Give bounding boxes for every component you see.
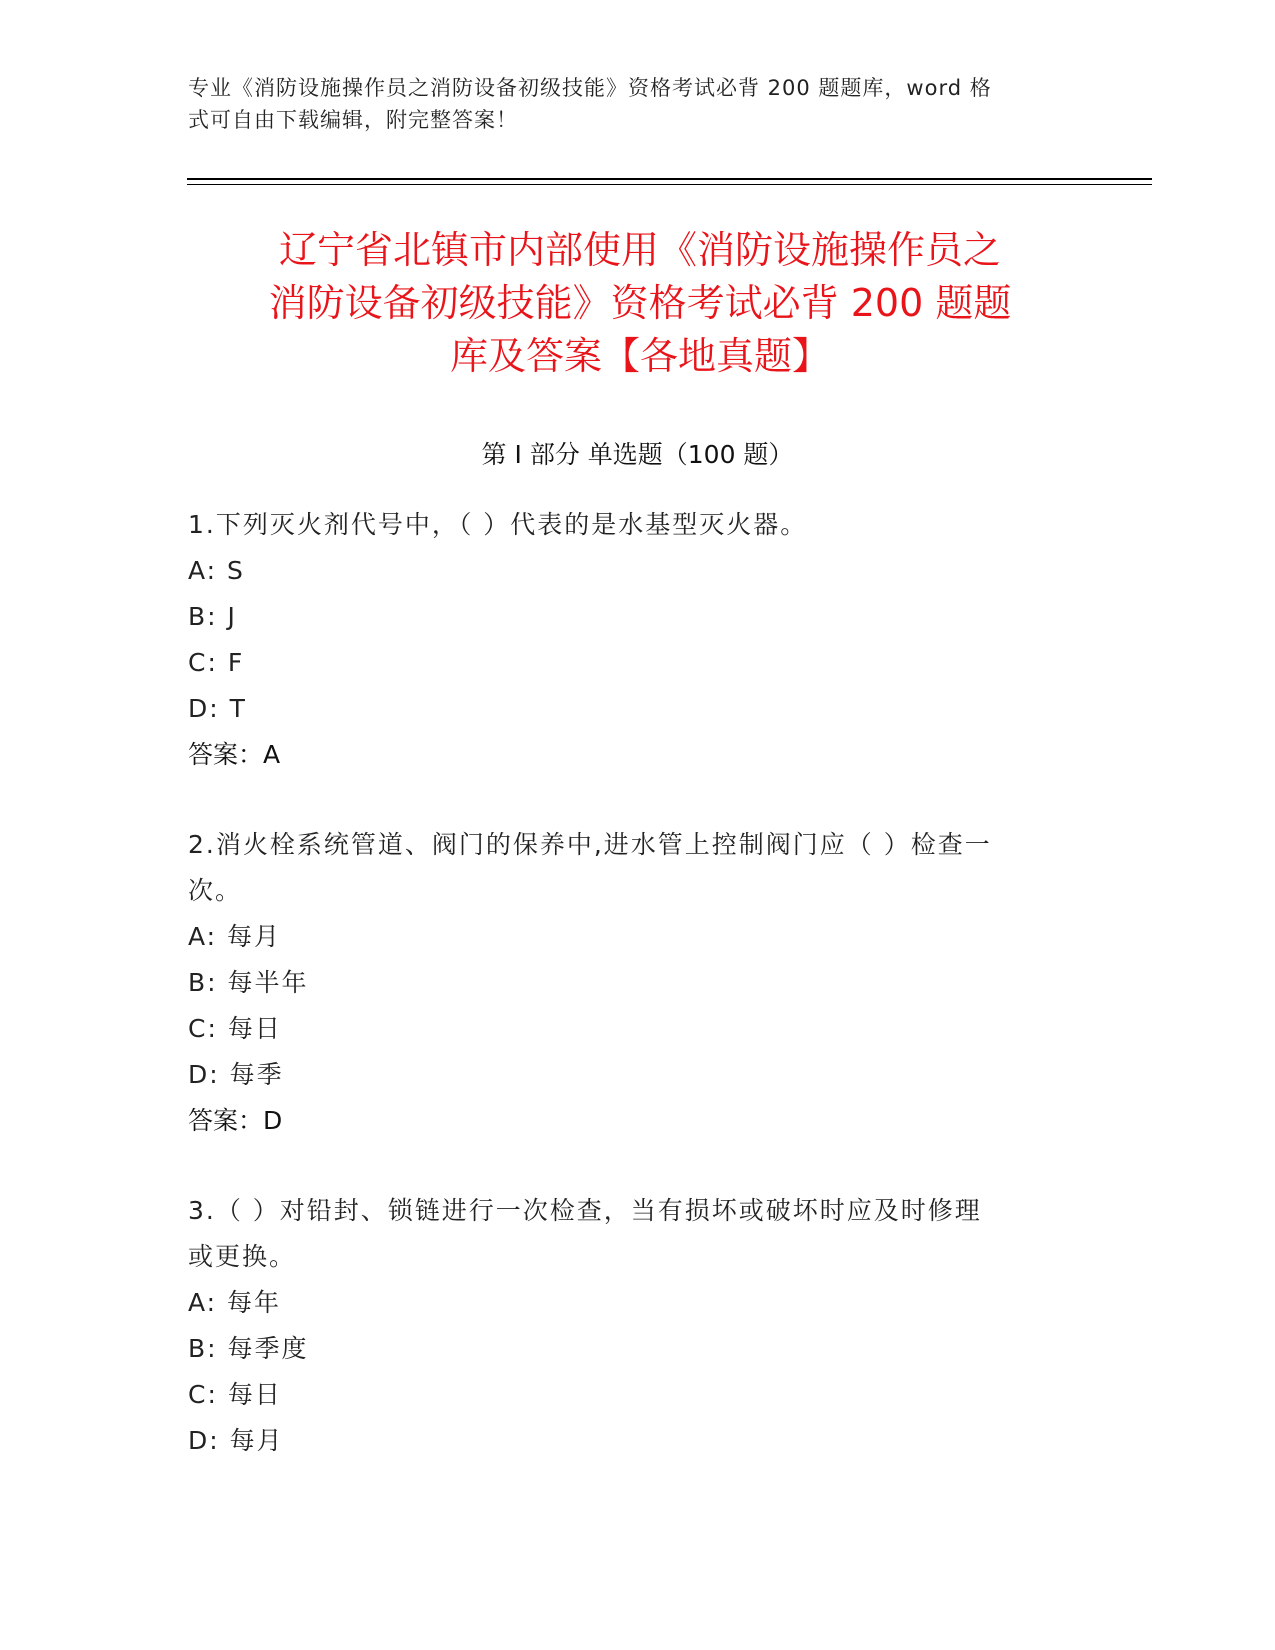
question-stem: 3.（ ）对铅封、锁链进行一次检查，当有损坏或破坏时应及时修理 [188,1196,982,1225]
title-line: 辽宁省北镇市内部使用《消防设施操作员之 [278,228,1001,272]
section-heading: 第 I 部分 单选题（100 题） [481,440,794,469]
option-c: C: 每日 [188,1014,282,1043]
header-divider-thin [187,184,1152,185]
title-line: 库及答案【各地真题】 [449,334,830,378]
question-2 [188,822,1068,1144]
option-a: A: 每年 [188,1288,282,1317]
question-3 [188,1188,1068,1464]
answer: 答案：D [188,1106,283,1135]
title-line: 消防设备初级技能》资格考试必背 200 题题 [268,281,1012,325]
question-stem-continued: 次。 [188,876,243,905]
question-stem: 2.消火栓系统管道、阀门的保养中,进水管上控制阀门应（ ）检查一 [188,830,992,859]
question-stem: 1.下列灭火剂代号中，（ ）代表的是水基型灭火器。 [188,510,808,539]
option-b: B: 每半年 [188,968,309,997]
option-d: D: 每月 [188,1426,284,1455]
option-b: B: 每季度 [188,1334,309,1363]
answer: 答案：A [188,740,281,769]
option-d: D: 每季 [188,1060,284,1089]
option-a: A: 每月 [188,922,282,951]
question-stem-continued: 或更换。 [188,1242,297,1271]
option-d: D: T [188,694,247,723]
option-c: C: F [188,648,245,677]
option-c: C: 每日 [188,1380,282,1409]
header-note [188,72,1068,136]
question-1 [188,502,1068,778]
document-title [190,224,1090,383]
header-divider [187,178,1152,180]
header-note-line: 式可自由下载编辑，附完整答案！ [188,108,518,132]
option-a: A: S [188,556,245,585]
header-note-line: 专业《消防设施操作员之消防设备初级技能》资格考试必背 200 题题库，word 格 [188,76,992,100]
option-b: B: J [188,602,237,631]
